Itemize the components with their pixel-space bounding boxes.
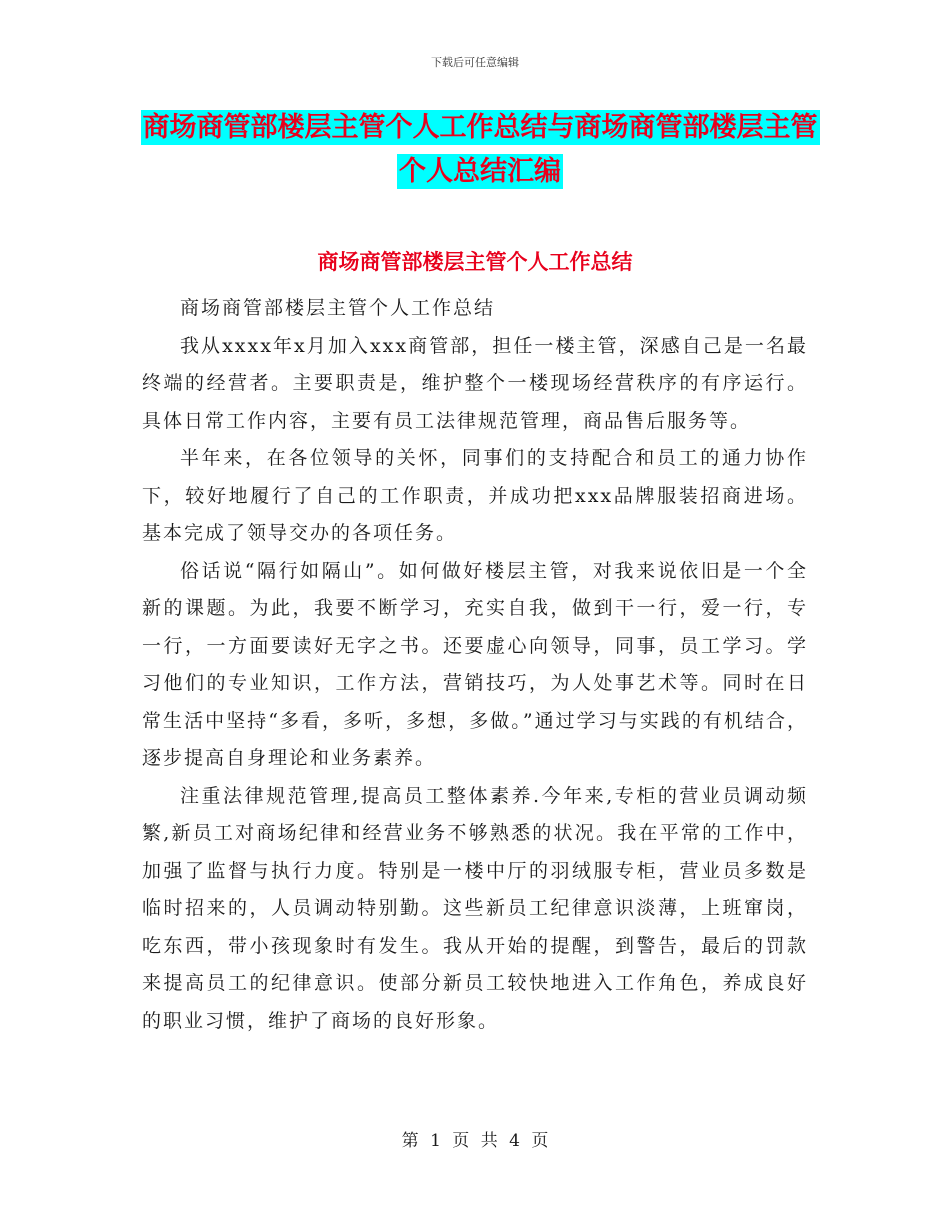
- paragraph: 俗话说“隔行如隔山”。如何做好楼层主管，对我来说依旧是一个全新的课题。为此，我要不断学习，充实自我，做到干一行，爱一行，专一行，一方面要读好无字之书。还要虚心向领导，同事，员工学习。学习他们的专业知识，工作方法，营销技巧，为人处事艺术等。同时在日常生活中坚持“多看，多听，多想，多做。”通过学习与实践的有机结合，逐步提高自身理论和业务素养。: [142, 559, 808, 769]
- section-title: 商场商管部楼层主管个人工作总结: [317, 250, 633, 274]
- document-title-text: 商场商管部楼层主管个人工作总结与商场商管部楼层主管个人总结汇编: [142, 112, 818, 187]
- paragraph: 注重法律规范管理,提高员工整体素养.今年来,专柜的营业员调动频繁,新员工对商场纪律和经营业务不够熟悉的状况。我在平常的工作中，加强了监督与执行力度。特别是一楼中厅的羽绒服专柜，营业员多数是临时招来的，人员调动特别勤。这些新员工纪律意识淡薄，上班窜岗，吃东西，带小孩现象时有发生。我从开始的提醒，到警告，最后的罚款来提高员工的纪律意识。使部分新员工较快地进入工作角色，养成良好的职业习惯，维护了商场的良好形象。: [142, 784, 808, 1032]
- document-body: [142, 290, 808, 1040]
- header-note: 下载后可任意编辑: [431, 56, 519, 69]
- paragraph: 商场商管部楼层主管个人工作总结: [180, 297, 496, 319]
- page-footer: 第 1 页 共 4 页: [401, 1131, 549, 1151]
- paragraph: 我从xxxx年x月加入xxx商管部，担任一楼主管，深感自己是一名最终端的经营者。主要职责是，维护整个一楼现场经营秩序的有序运行。具体日常工作内容，主要有员工法律规范管理，商品售后服务等。: [142, 334, 808, 432]
- paragraph: 半年来，在各位领导的关怀，同事们的支持配合和员工的通力协作下，较好地履行了自己的工作职责，并成功把xxx品牌服装招商进场。基本完成了领导交办的各项任务。: [142, 447, 808, 544]
- document-title: [140, 106, 820, 194]
